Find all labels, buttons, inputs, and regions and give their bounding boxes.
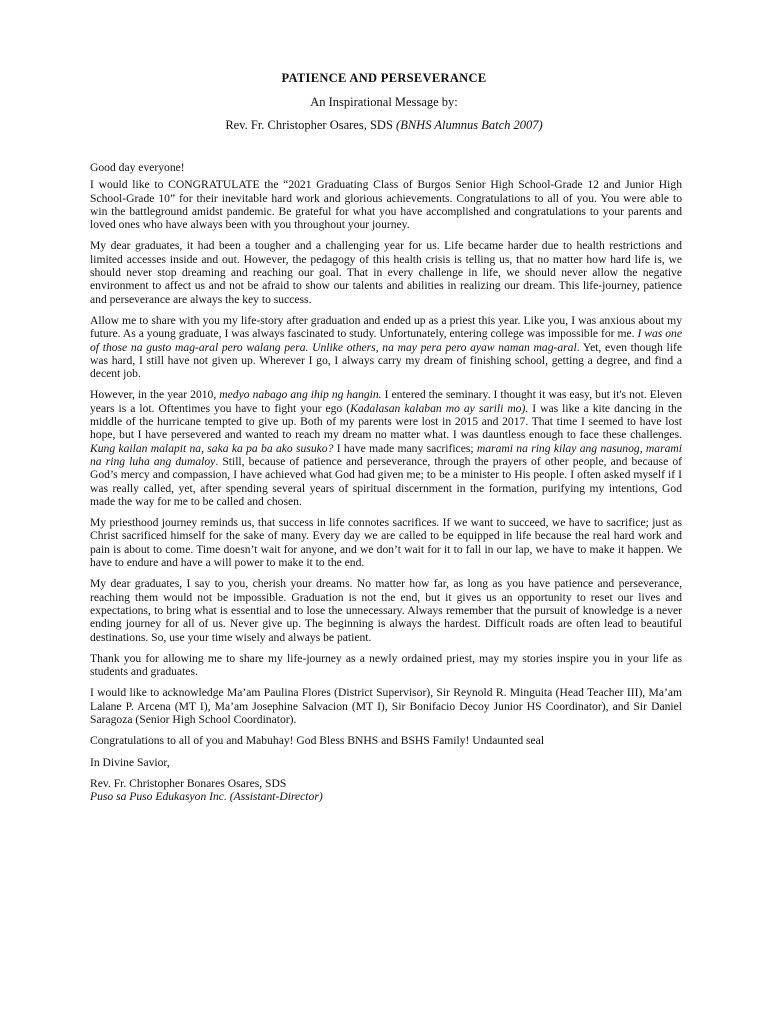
signature-org [90, 790, 682, 803]
paragraph-life-story [90, 314, 682, 380]
closing-line: In Divine Savior, [90, 755, 170, 769]
paragraph-mabuhay: Congratulations to all of you and Mabuhay! God Bless BNHS and BSHS Family! Undaunted seal [90, 734, 545, 748]
p4-italic-f: Kung kailan malapit na, saka ka pa ba ako susuko? [90, 441, 334, 455]
p4-italic-b: medyo nabago ang ihip ng hangin. [219, 388, 382, 402]
author-note: (BNHS Alumnus Batch 2007) [396, 118, 543, 132]
p4-text-e: I was like a kite dancing in the middle of the hurricane tempted to give up. Both of my parents were lost in 2015 and 2017. That time I seemed to have lost hope, but I have persevered and wanted to reach my dream no matter what. I was dauntless enough to face these challenges. [90, 401, 682, 442]
p4-text-a: However, in the year 2010, [90, 388, 220, 402]
greeting: Good day everyone! [90, 161, 185, 174]
paragraph-challenging-year: My dear graduates, it had been a tougher and a challenging year for us. Life became harder due to health restrictions and limited accesses inside and out. However, the pedagogy of this health crisis is telling us, that no matter how hard life is, we should never stop dreaming and reaching our goal. That in every challenge in life, we should never allow the negative environment to affect us and not be afraid to show our talents and abilities in realizing our dream. This life-journey, patience and perseverance are always the key to success. [90, 239, 682, 306]
paragraph-congratulations: I would like to CONGRATULATE the “2021 Graduating Class of Burgos Senior High School-Grade 12 and Junior High School-Grade 10” for their inevitable hard work and glorious achievements. Congratulations to all of you. You were able to win the battleground amidst pandemic. Be grateful for what you have accomplished and congratulations to your parents and loved ones who have always been with you throughout your journey. [90, 178, 682, 232]
p4-text-c: I entered the seminary. I thought it was easy, but it's not. Eleven years is a lot. Oftentimes you have to fight your ego ( [90, 388, 682, 415]
paragraph-priesthood: My priesthood journey reminds us, that success in life connotes sacrifices. If we want to succeed, we have to sacrifice; just as Christ sacrificed himself for the sake of many. Every day we are called to be equipped in life because the real hard work and pain is about to come. Time doesn’t wait for anyone, and we don’t wait for it to fall in our lap, we have to make it happen. We have to endure and have a will power to make it to the end. [90, 516, 682, 570]
paragraph-acknowledgements: I would like to acknowledge Ma’am Paulina Flores (District Supervisor), Sir Reynold R. Minguita (Head Teacher III), Ma’am Lalane P. Arcena (MT I), Ma’am Josephine Salvacion (MT I), Sir Bonifacio Decoy Junior HS Coordinator), and Sir Daniel Saragoza (Senior High School Coordinator). [90, 686, 682, 726]
paragraph-thank-you: Thank you for allowing me to share my life-journey as a newly ordained priest, may my stories inspire you in your life as students and graduates. [90, 651, 682, 679]
signature-org-text: Puso sa Puso Edukasyon Inc. (Assistant-Director) [90, 790, 323, 804]
author-line [0, 118, 768, 133]
document-subtitle: An Inspirational Message by: [310, 95, 458, 109]
p3-text-c: . Yet, even though life was hard, I still have not given up. Wherever I go, I always carry my dream of finishing school, getting a degree, and find a decent job. [90, 340, 682, 381]
signature-name: Rev. Fr. Christopher Bonares Osares, SDS [90, 776, 287, 790]
letter-body [90, 161, 682, 803]
p4-italic-h: marami na ring kilay ang nasunog, marami na ring luha ang dumaloy [90, 441, 682, 468]
paragraph-seminary [90, 388, 682, 508]
p3-text-a: Allow me to share with you my life-story after graduation and ended up as a priest this year. Like you, I was anxious about my future. As a young graduate, I was always fascinated to study. Unfortunately, entering college was impossible for me. [90, 313, 682, 341]
author-name: Rev. Fr. Christopher Osares, SDS [225, 118, 393, 132]
p4-italic-d: Kadalasan kalaban mo ay sarili mo). [350, 401, 529, 415]
paragraph-cherish-dreams: My dear graduates, I say to you, cherish your dreams. No matter how far, as long as you have patience and perseverance, reaching them would not be impossible. Graduation is not the end, but it gives us an opportunity to reset our lives and expectations, to bring what is essential and to lose the unnecessary. Always remember that the pursuit of knowledge is a never ending journey for all of us. Never give up. The beginning is always the hardest. Difficult roads are often lead to beautiful destinations. So, use your time wisely and always be patient. [90, 577, 682, 644]
document-title: PATIENCE AND PERSEVERANCE [281, 71, 487, 85]
p3-italic-b: I was one of those na gusto mag-aral pero walang pera. Unlike others, na may pera pero ayaw naman mag-aral [90, 327, 682, 354]
p4-text-g: I have made many sacrifices; [333, 441, 477, 455]
p4-text-i: . Still, because of patience and perseverance, through the prayers of other people, and because of God’s mercy and compassion, I have achieved what God had given me; to be a minister to His people. I often asked myself if I was really called, yet, after spending several years of spiritual discernment in the formation, purifying my intentions, God made the way for me to be called and chosen. [90, 454, 682, 508]
